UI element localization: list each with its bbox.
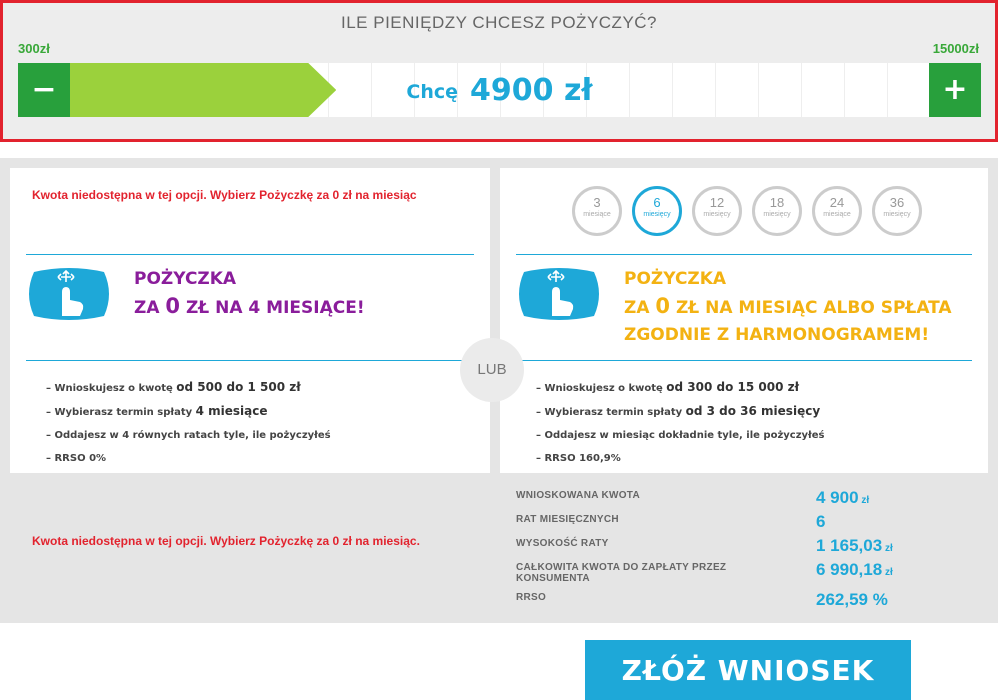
month-option-18[interactable] [752, 186, 802, 236]
summary-label: RAT MIESIĘCZNYCH [516, 514, 619, 525]
decrease-button[interactable]: − [18, 63, 70, 117]
touch-gesture-icon [26, 266, 112, 322]
summary-unit: zł [882, 567, 893, 578]
feature-text: – Wnioskujesz o kwotę [46, 383, 177, 394]
feature-emphasis: 4 miesiące [195, 404, 268, 418]
touch-gesture-icon [516, 266, 602, 322]
promo-line-2 [134, 293, 365, 322]
feature-item [46, 447, 331, 470]
divider [26, 360, 474, 361]
promo-title [134, 266, 365, 322]
month-label: miesięcy [703, 211, 731, 218]
feature-item [536, 424, 825, 447]
month-option-6[interactable] [632, 186, 682, 236]
range-max-label: 15000zł [932, 41, 979, 56]
feature-item [46, 400, 331, 424]
promo-text: ZŁ NA 4 MIESIĄCE! [180, 298, 365, 318]
feature-list [46, 376, 331, 470]
feature-text: – RRSO 0% [46, 453, 107, 464]
month-selector [572, 186, 922, 236]
month-label: miesięcy [883, 211, 911, 218]
summary-label: CAŁKOWITA KWOTA DO ZAPŁATY PRZEZ KONSUMENTA [516, 562, 727, 584]
feature-text: – RRSO 160,9% [536, 453, 621, 464]
divider [26, 254, 474, 255]
feature-item [46, 424, 331, 447]
option-card-monthly[interactable] [500, 168, 988, 473]
month-number: 6 [653, 195, 661, 210]
amount-selector [0, 0, 998, 142]
feature-text: – Oddajesz w 4 równych ratach tyle, ile pożyczyłeś [46, 430, 331, 441]
summary-unit: zł [882, 543, 893, 554]
summary-value: 6 [816, 512, 826, 531]
month-label: miesiące [583, 211, 611, 218]
month-label: miesięcy [643, 211, 671, 218]
summary-label: RRSO [516, 592, 547, 603]
summary-value: 1 165,03 zł [816, 536, 893, 555]
promo-line-1: POŻYCZKA [134, 269, 237, 289]
month-option-12[interactable] [692, 186, 742, 236]
unavailable-message: Kwota niedostępna w tej opcji. Wybierz Pożyczkę za 0 zł na miesiąc [32, 188, 417, 202]
promo-line-3: ZGODNIE Z HARMONOGRAMEM! [624, 325, 930, 345]
promo-text: ZŁ NA MIESIĄC ALBO SPŁATA [670, 298, 952, 318]
increase-button[interactable]: + [929, 63, 981, 117]
summary-row [516, 590, 956, 614]
amount-title: ILE PIENIĘDZY CHCESZ POŻYCZYĆ? [340, 13, 658, 32]
summary-value: 4 900 zł [816, 488, 870, 507]
month-number: 36 [889, 195, 905, 210]
loan-options [0, 158, 998, 623]
want-label: Chcę [406, 81, 459, 103]
unavailable-message-bottom: Kwota niedostępna w tej opcji. Wybierz Pożyczkę za 0 zł na miesiąc. [32, 534, 420, 548]
or-badge: LUB [460, 338, 524, 402]
month-option-24[interactable] [812, 186, 862, 236]
summary-row [516, 488, 956, 512]
submit-application-button[interactable]: ZŁÓŻ WNIOSEK [585, 640, 911, 700]
feature-list [536, 376, 825, 470]
feature-item [536, 447, 825, 470]
summary-value: 262,59 % [816, 590, 888, 609]
summary-row [516, 512, 956, 536]
promo-text: ZA [624, 298, 656, 318]
feature-text: – Oddajesz w miesiąc dokładnie tyle, ile pożyczyłeś [536, 430, 825, 441]
feature-emphasis: od 300 do 15 000 zł [666, 380, 800, 394]
slider-value [18, 63, 981, 117]
summary-label: WNIOSKOWANA KWOTA [516, 490, 640, 501]
loan-summary [516, 488, 956, 614]
month-number: 18 [769, 195, 785, 210]
summary-label: WYSOKOŚĆ RATY [516, 538, 609, 549]
promo-line-1: POŻYCZKA [624, 269, 727, 289]
month-number: 3 [593, 195, 601, 210]
range-min-label: 300zł [18, 41, 50, 56]
month-label: miesięcy [763, 211, 791, 218]
month-number: 24 [829, 195, 845, 210]
promo-zero: 0 [165, 294, 181, 318]
amount-value: 4900 zł [470, 72, 593, 108]
divider [516, 360, 972, 361]
summary-unit: zł [858, 495, 870, 506]
feature-text: – Wybierasz termin spłaty [536, 407, 686, 418]
promo-zero: 0 [655, 294, 671, 318]
month-label: miesiące [823, 211, 851, 218]
promo-title [624, 266, 952, 349]
option-card-4-months[interactable] [10, 168, 490, 473]
feature-emphasis: od 500 do 1 500 zł [176, 380, 301, 394]
feature-item [536, 376, 825, 400]
feature-emphasis: od 3 do 36 miesięcy [685, 404, 821, 418]
summary-value: 6 990,18 zł [816, 560, 893, 579]
feature-text: – Wnioskujesz o kwotę [536, 383, 667, 394]
summary-row [516, 536, 956, 560]
feature-text: – Wybierasz termin spłaty [46, 407, 196, 418]
feature-item [536, 400, 825, 424]
divider [516, 254, 972, 255]
summary-row [516, 560, 956, 590]
promo-text: ZA [134, 298, 166, 318]
month-option-3[interactable] [572, 186, 622, 236]
promo-line-2 [624, 293, 952, 322]
feature-item [46, 376, 331, 400]
month-option-36[interactable] [872, 186, 922, 236]
amount-slider[interactable] [18, 63, 981, 117]
month-number: 12 [709, 195, 725, 210]
